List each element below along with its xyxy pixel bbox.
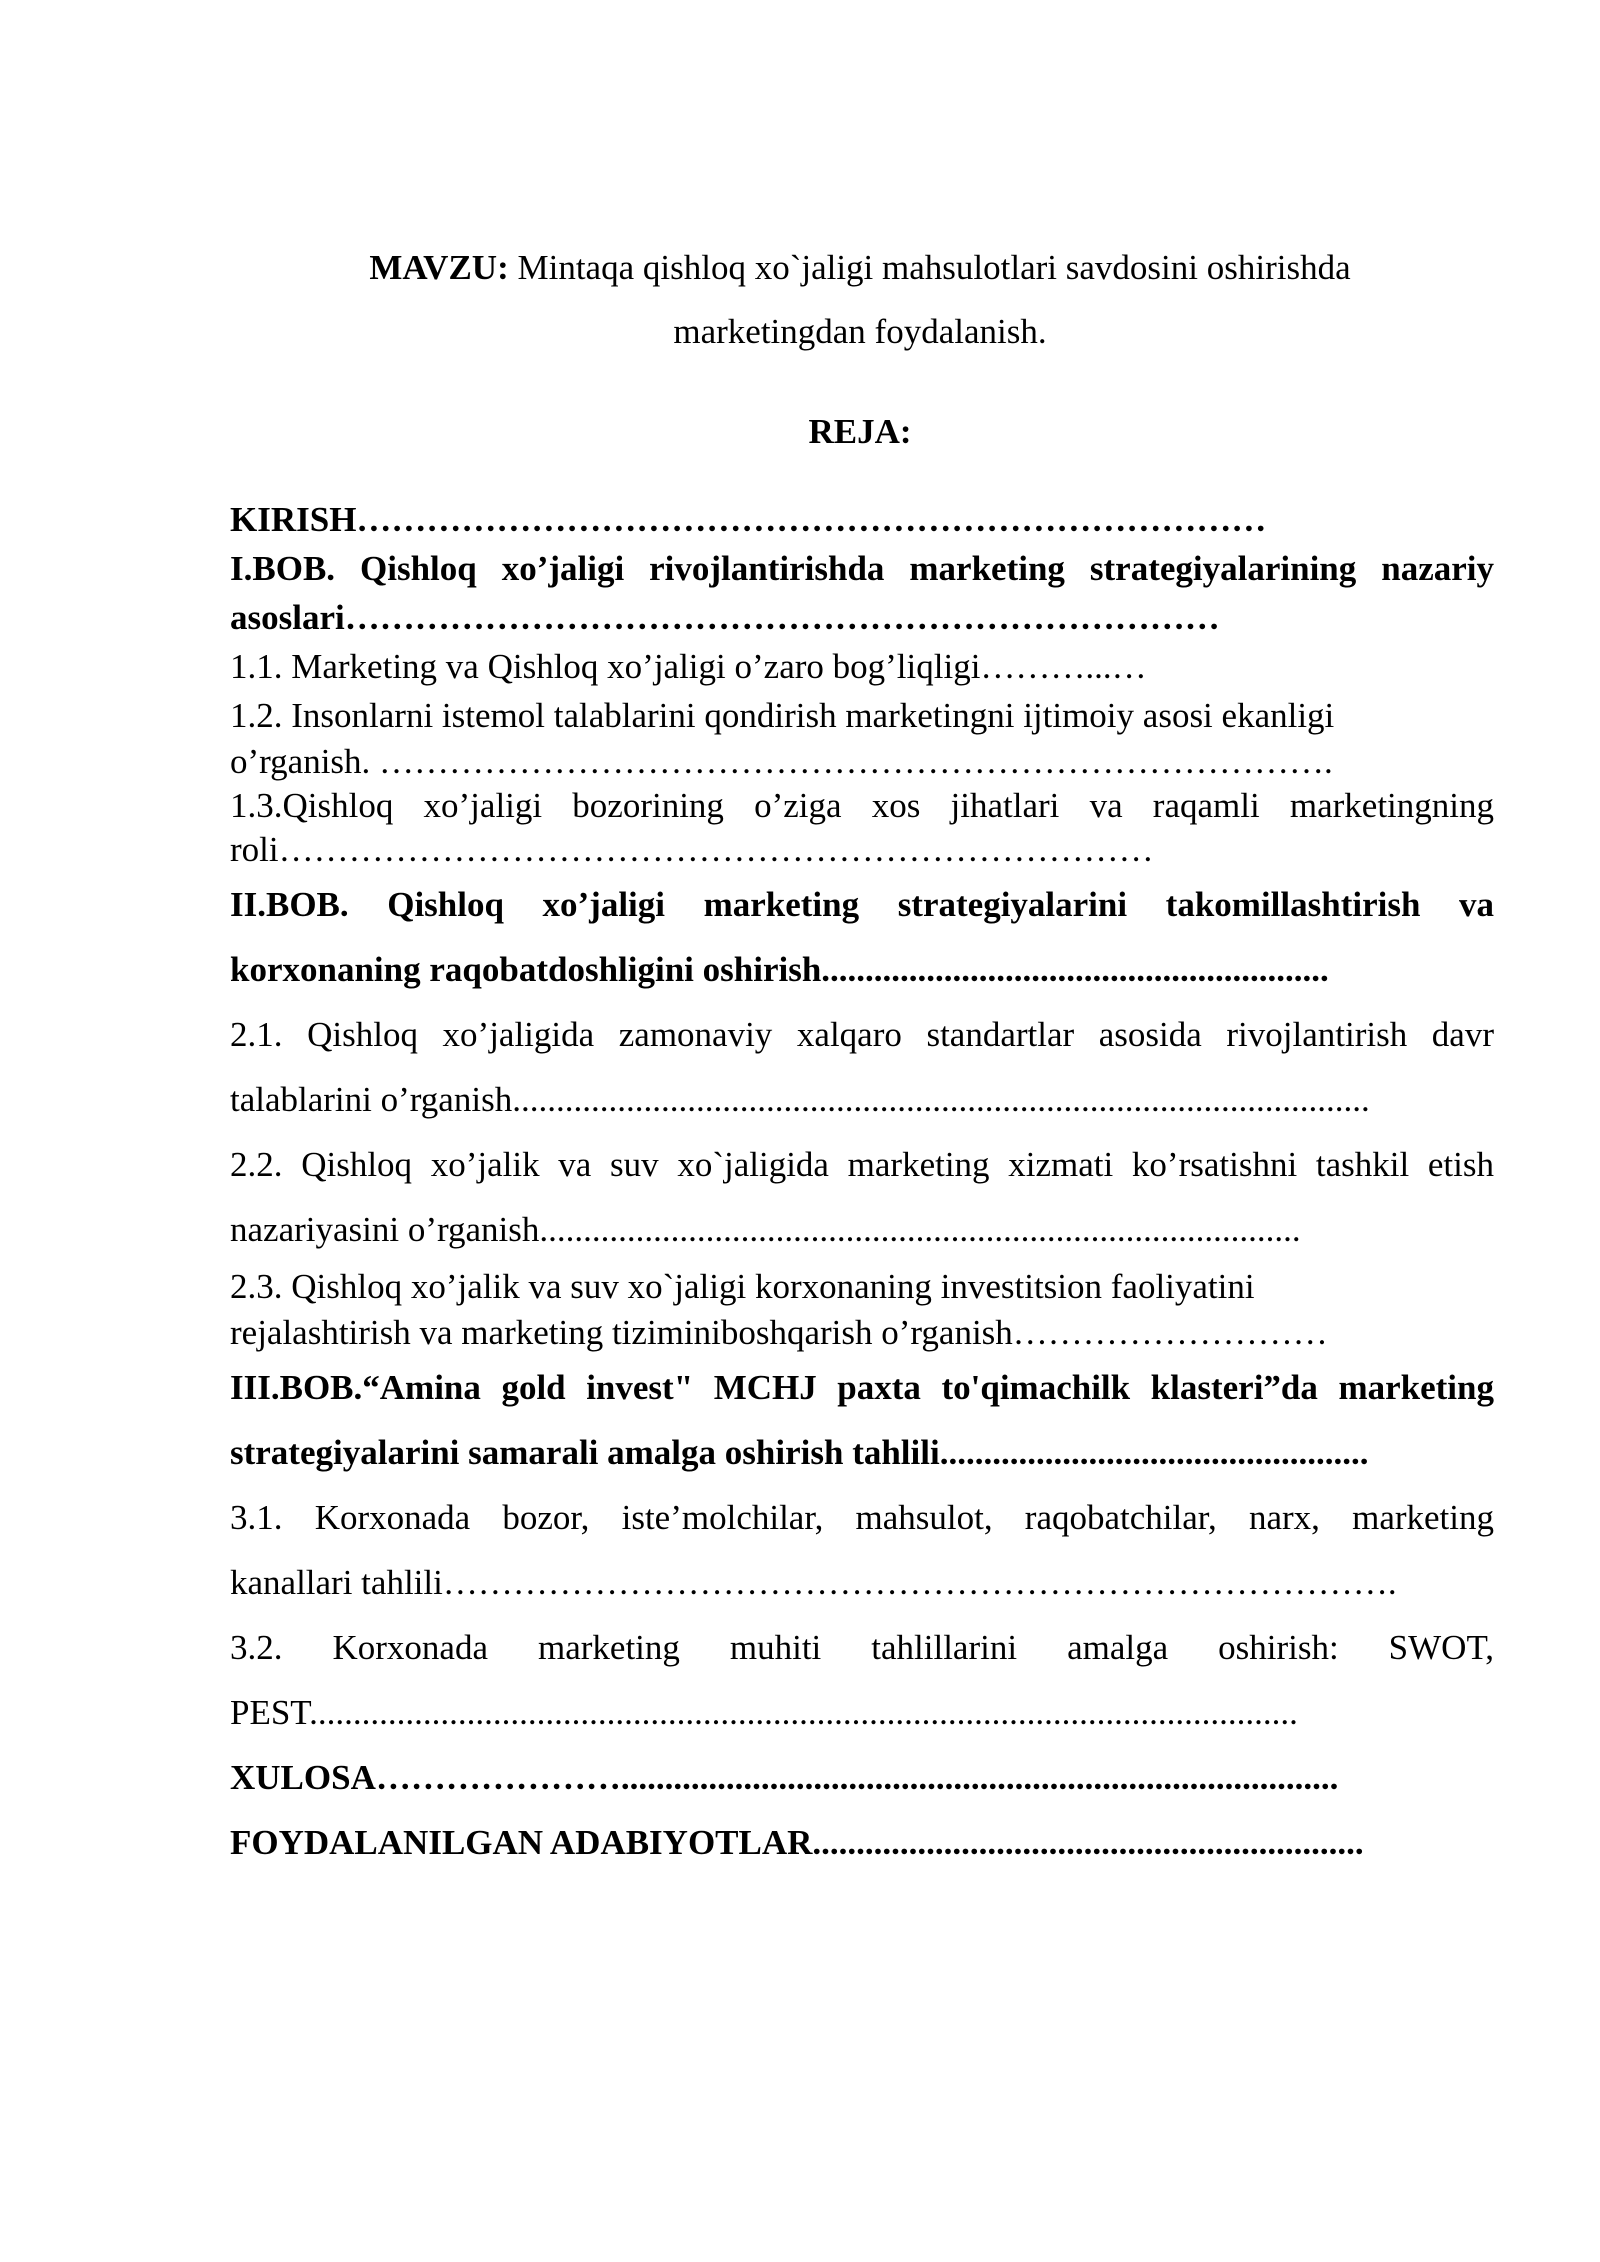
toc-section-3-1-line-1: 3.1. Korxonada bozor, iste’molchilar, mahsulot, raqobatchilar, narx, marketing (230, 1498, 1494, 1537)
title-text-1: Mintaqa qishloq xo`jaligi mahsulotlari savdosini oshirishda (508, 248, 1351, 287)
toc-section-2-3-line-2: rejalashtirish va marketing tiziminiboshqarish o’rganish……………………… (230, 1313, 1328, 1352)
toc-chapter-3-line-1: III.BOB.“Amina gold invest" MCHJ paxta to'qimachilk klasteri”da marketing (230, 1368, 1494, 1407)
toc-chapter-1-line-2: asoslari………………………………………………………………… (230, 598, 1220, 637)
toc-section-1-3-line-2: roli………………………………………………………………… (230, 830, 1154, 869)
toc-introduction: KIRISH…………………………………………………………………… (230, 500, 1267, 539)
table-of-contents (230, 495, 1494, 1875)
title-line-2: marketingdan foydalanish. (673, 312, 1047, 351)
toc-references: FOYDALANILGAN ADABIYOTLAR............................................................... (230, 1823, 1364, 1862)
title-line-1 (230, 236, 1490, 300)
toc-section-1-2-line-1: 1.2. Insonlarni istemol talablarini qondirish marketingni ijtimoiy asosi ekanligi (230, 696, 1335, 735)
toc-section-2-1-line-1: 2.1. Qishloq xo’jaligida zamonaviy xalqaro standartlar asosida rivojlantirish davr (230, 1015, 1494, 1054)
toc-section-2-2-line-1: 2.2. Qishloq xo’jalik va suv xo`jaligida marketing xizmati ko’rsatishni tashkil etish (230, 1145, 1494, 1184)
toc-chapter-3-line-2: strategiyalarini samarali amalga oshirish tahlili................................................. (230, 1433, 1369, 1472)
toc-section-1-1: 1.1. Marketing va Qishloq xo’jaligi o’zaro bog’liqligi………...… (230, 647, 1147, 686)
toc-section-2-1-line-2: talablarini o’rganish.................................................................................................. (230, 1080, 1370, 1119)
toc-section-2-2-line-2: nazariyasini o’rganish....................................................................................... (230, 1210, 1301, 1249)
toc-section-3-2-line-1: 3.2. Korxonada marketing muhiti tahlillarini amalga oshirish: SWOT, (230, 1628, 1494, 1667)
toc-chapter-2-line-1: II.BOB. Qishloq xo’jaligi marketing strategiyalarini takomillashtirish va (230, 885, 1494, 924)
toc-conclusion: XULOSA………………….................................................................................. (230, 1758, 1339, 1797)
plan-heading: REJA: (808, 412, 912, 451)
document-title (230, 236, 1490, 364)
toc-section-3-2-line-2: PEST................................................................................................................. (230, 1693, 1298, 1732)
toc-section-2-3-line-1: 2.3. Qishloq xo’jalik va suv xo`jaligi korxonaning investitsion faoliyatini (230, 1267, 1255, 1306)
title-label: MAVZU: (369, 248, 509, 287)
toc-section-1-2-line-2: o’rganish. ………………………………………………………………………. (230, 742, 1333, 781)
toc-chapter-2-line-2: korxonaning raqobatdoshligini oshirish.......................................................... (230, 950, 1329, 989)
toc-chapter-1-line-1: I.BOB. Qishloq xo’jaligi rivojlantirishda marketing strategiyalarining nazariy (230, 549, 1494, 588)
toc-section-1-3-line-1: 1.3.Qishloq xo’jaligi bozorining o’ziga xos jihatlari va raqamli marketingning (230, 786, 1494, 825)
toc-section-3-1-line-2: kanallari tahlili………………………………………………………………………. (230, 1563, 1397, 1602)
